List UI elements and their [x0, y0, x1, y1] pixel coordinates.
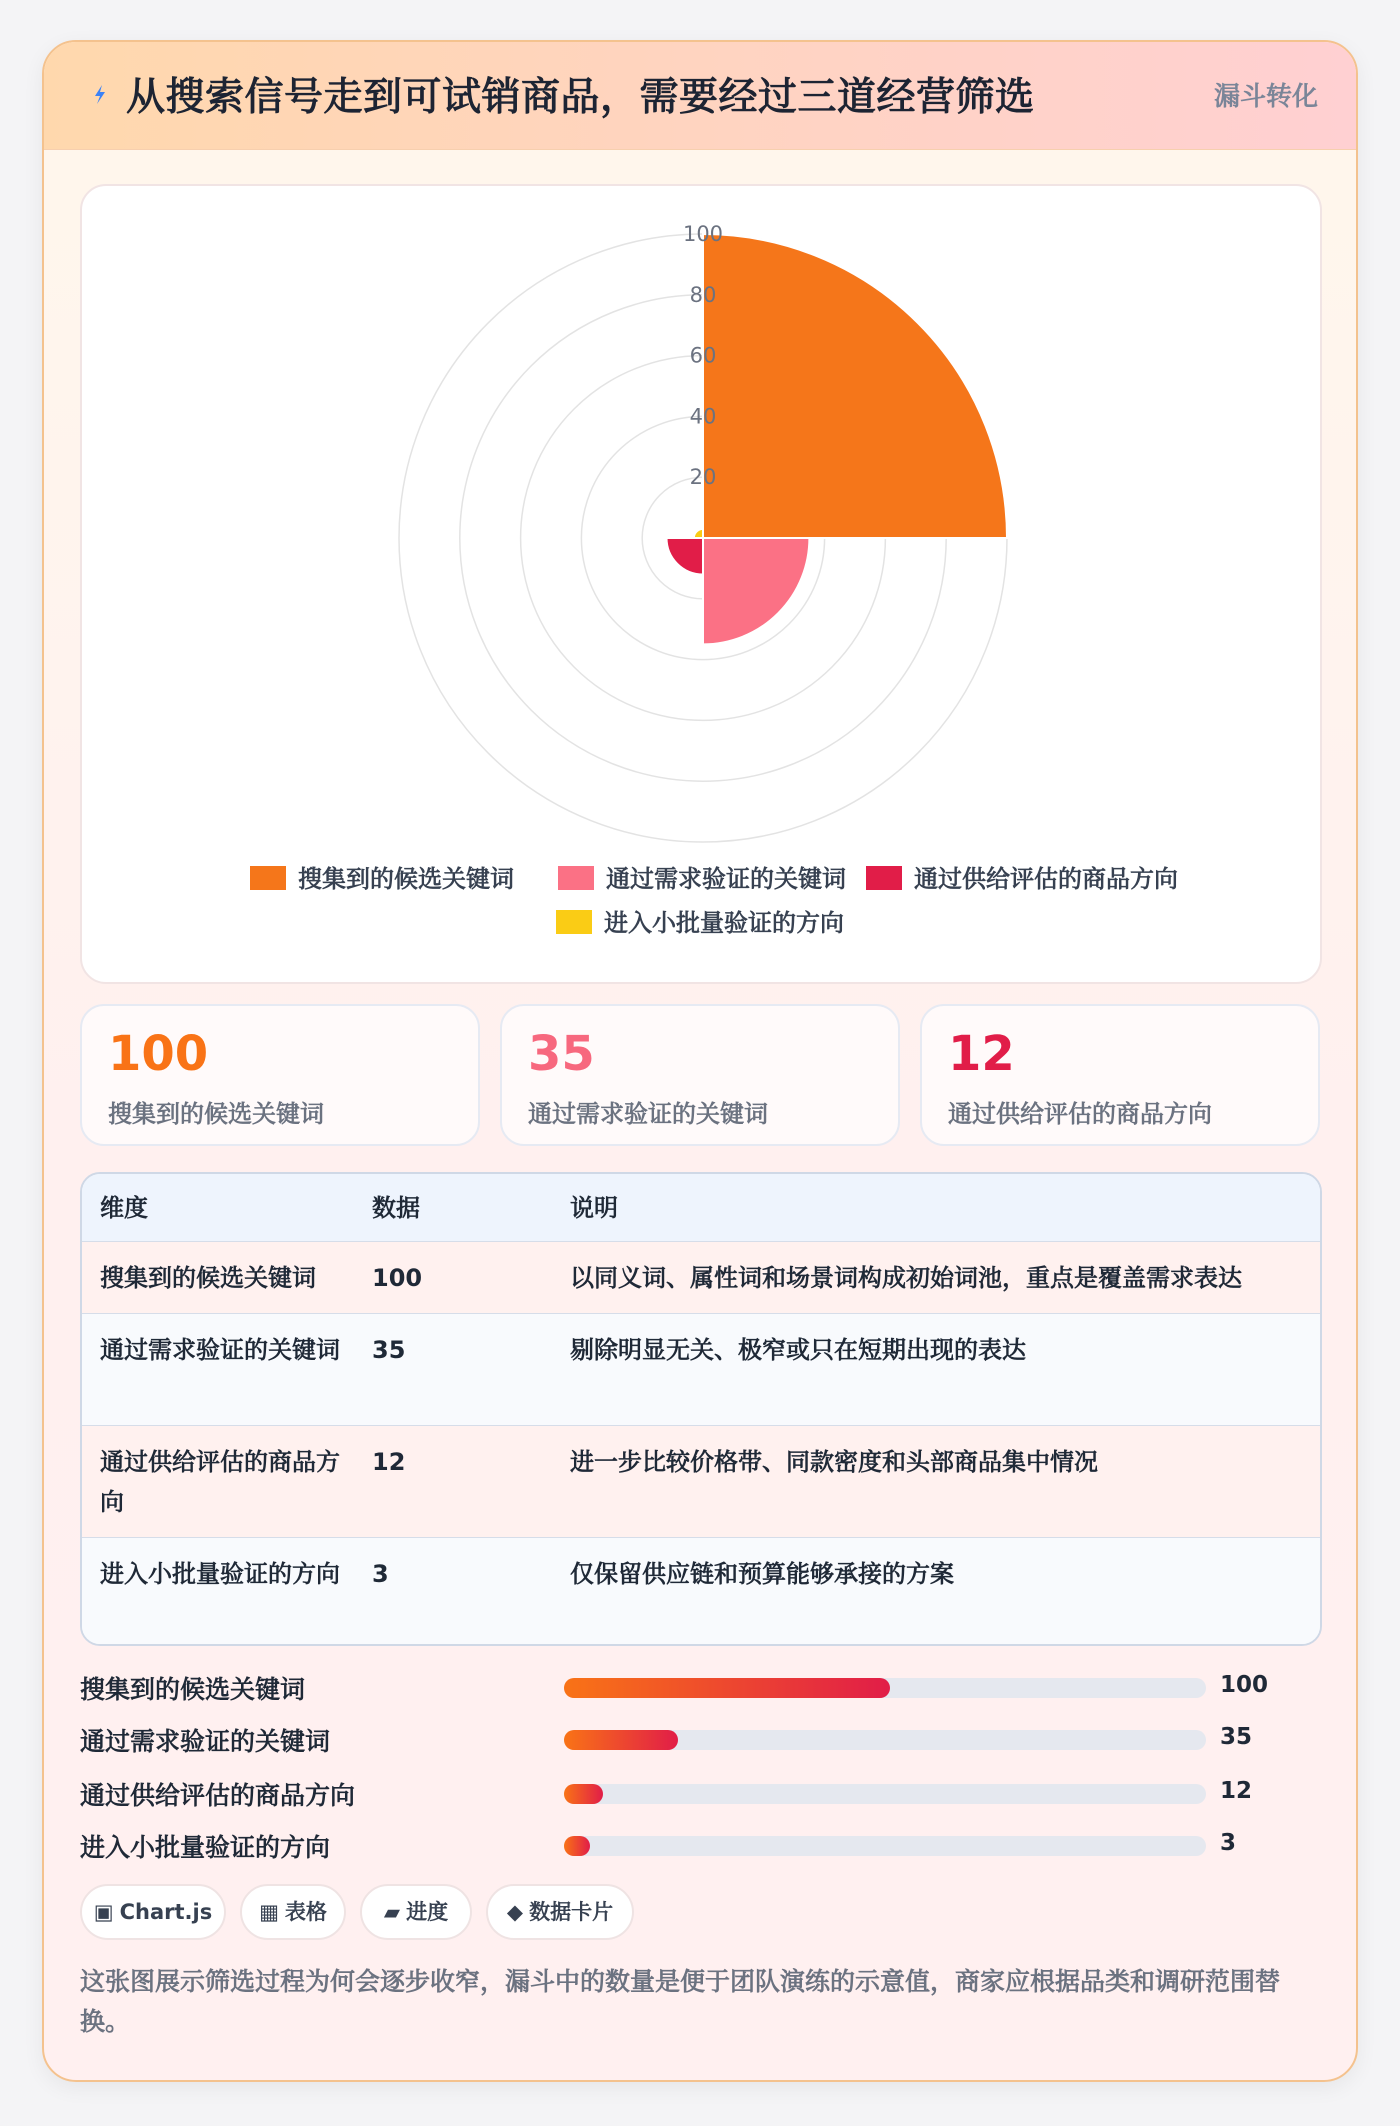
legend-label: 进入小批量验证的方向 [604, 909, 844, 937]
progress-tag[interactable] [360, 1884, 472, 1940]
polar-wedge[interactable] [694, 529, 703, 538]
progress-track [564, 1730, 1206, 1750]
diamond-icon: ◆ [506, 1900, 524, 1924]
polar-wedge[interactable] [703, 538, 809, 644]
stat-label: 通过供给评估的商品方向 [948, 1100, 1212, 1128]
radial-tick-label: 20 [689, 465, 717, 490]
chartjs-tag[interactable] [80, 1884, 226, 1940]
polar-wedge[interactable] [703, 234, 1007, 538]
data-table [80, 1172, 1322, 1646]
radial-tick-label: 100 [682, 222, 724, 246]
table-tag[interactable] [240, 1884, 346, 1940]
table-cell-value: 12 [372, 1448, 406, 1476]
card-header [44, 42, 1356, 150]
grid-icon: ▦ [259, 1900, 279, 1924]
table-cell-value: 3 [372, 1560, 389, 1588]
progress-row [80, 1774, 1322, 1814]
progress-label: 通过供给评估的商品方向 [80, 1781, 356, 1810]
stat-value: 35 [528, 1026, 595, 1082]
chart-box-icon: ▣ [93, 1900, 114, 1924]
legend-label: 通过需求验证的关键词 [606, 865, 846, 893]
progress-fill [564, 1678, 890, 1698]
column-header: 说明 [570, 1194, 618, 1222]
page-title: 从搜索信号走到可试销商品，需要经过三道经营筛选 [126, 75, 1035, 120]
progress-fill [564, 1784, 603, 1804]
progress-label: 通过需求验证的关键词 [80, 1727, 331, 1756]
progress-value: 12 [1220, 1778, 1253, 1804]
legend-swatch [250, 866, 286, 890]
data-card-tag[interactable] [486, 1884, 634, 1940]
radial-tick-label: 40 [689, 404, 717, 429]
footer-note: 这张图展示筛选过程为何会逐步收窄，漏斗中的数量是便于团队演练的示意值，商家应根据品类和调研范围替换。 [80, 1967, 1281, 2036]
chart-panel [80, 184, 1322, 984]
legend-swatch [556, 910, 592, 934]
table-row [82, 1426, 1320, 1538]
progress-track [564, 1678, 1206, 1698]
progress-label: 搜集到的候选关键词 [80, 1675, 306, 1704]
progress-value: 35 [1220, 1724, 1253, 1750]
column-header: 数据 [372, 1194, 420, 1222]
stat-value: 12 [948, 1026, 1015, 1082]
stat-label: 通过需求验证的关键词 [528, 1100, 768, 1128]
progress-value: 3 [1220, 1830, 1237, 1856]
progress-track [564, 1784, 1206, 1804]
table-cell-description: 以同义词、属性词和场景词构成初始词池，重点是覆盖需求表达 [570, 1264, 1242, 1292]
progress-row [80, 1668, 1322, 1708]
tag-label: Chart.js [119, 1900, 213, 1924]
tag-label: 数据卡片 [529, 1900, 614, 1924]
stat-value: 100 [108, 1026, 209, 1082]
progress-track [564, 1836, 1206, 1856]
table-cell-description: 进一步比较价格带、同款密度和头部商品集中情况 [570, 1448, 1098, 1476]
tag-label: 表格 [284, 1900, 327, 1924]
table-cell-value: 35 [372, 1336, 406, 1364]
progress-icon: ▰ [383, 1900, 401, 1924]
progress-label: 进入小批量验证的方向 [80, 1833, 331, 1862]
table-row [82, 1314, 1320, 1426]
column-header: 维度 [100, 1194, 148, 1222]
progress-fill [564, 1836, 590, 1856]
category-tag: 漏斗转化 [1213, 82, 1318, 112]
legend-label: 通过供给评估的商品方向 [914, 865, 1178, 893]
legend-swatch [558, 866, 594, 890]
table-cell-value: 100 [372, 1264, 423, 1292]
polar-area-chart[interactable] [82, 186, 1324, 986]
progress-row [80, 1826, 1322, 1866]
funnel-card [42, 40, 1358, 2082]
progress-fill [564, 1730, 678, 1750]
table-cell-description: 仅保留供应链和预算能够承接的方案 [570, 1560, 954, 1588]
legend-swatch [866, 866, 902, 890]
table-cell-dimension: 通过需求验证的关键词 [100, 1336, 340, 1364]
radial-tick-label: 60 [689, 343, 717, 368]
stat-card [80, 1004, 480, 1146]
table-row [82, 1242, 1320, 1314]
table-cell-description: 剔除明显无关、极窄或只在短期出现的表达 [570, 1336, 1026, 1364]
radial-tick-label: 80 [689, 282, 717, 307]
lightning-icon [82, 76, 118, 112]
stat-card [920, 1004, 1320, 1146]
polar-wedge[interactable] [667, 538, 703, 574]
stat-card [500, 1004, 900, 1146]
progress-value: 100 [1220, 1672, 1269, 1698]
table-cell-dimension: 通过供给评估的商品方向 [100, 1448, 340, 1516]
legend-label: 搜集到的候选关键词 [298, 865, 514, 893]
table-cell-dimension: 搜集到的候选关键词 [100, 1264, 316, 1292]
table-row [82, 1538, 1320, 1646]
stat-label: 搜集到的候选关键词 [108, 1100, 324, 1128]
table-header-row [82, 1174, 1320, 1242]
progress-row [80, 1720, 1322, 1760]
tag-label: 进度 [406, 1900, 449, 1924]
table-cell-dimension: 进入小批量验证的方向 [100, 1560, 340, 1588]
